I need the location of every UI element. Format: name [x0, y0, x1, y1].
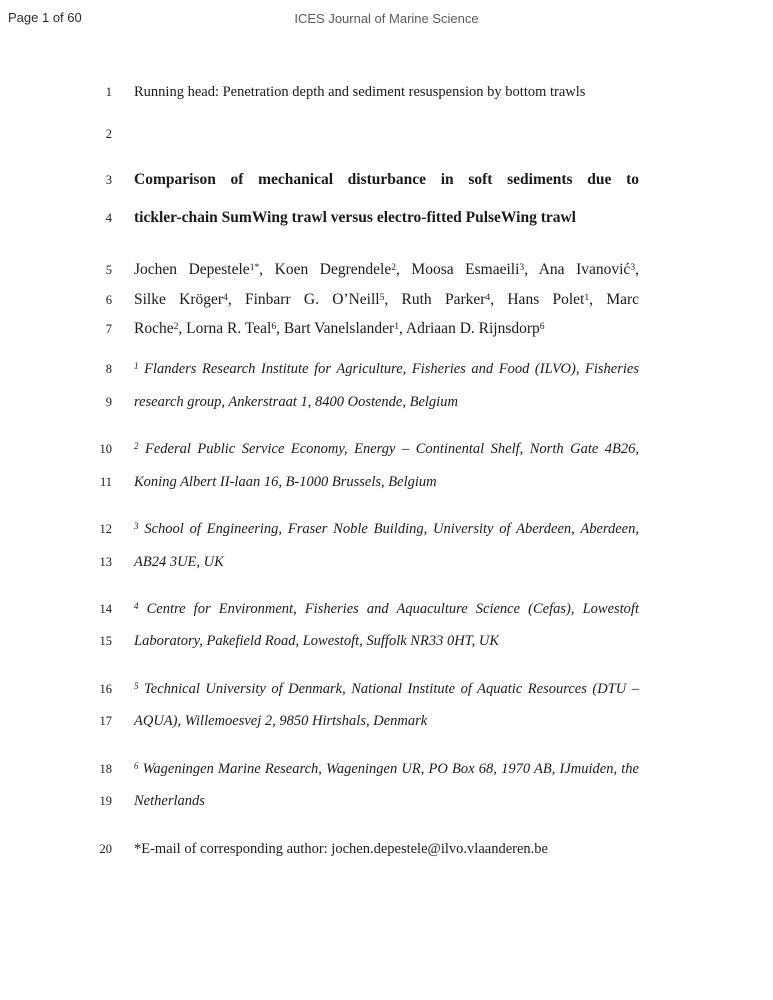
line-number: 14: [99, 602, 112, 616]
line-row: [90, 601, 639, 618]
line-row: [90, 261, 639, 279]
line-number: 11: [99, 475, 112, 489]
line-row: [90, 474, 639, 491]
line-row: [90, 633, 639, 650]
line-number: 16: [99, 682, 112, 696]
superscript: 4: [485, 291, 491, 303]
line-number: 4: [105, 211, 112, 225]
superscript: 2: [134, 440, 139, 451]
superscript: 6: [539, 320, 545, 332]
line-number: 2: [105, 127, 112, 141]
text-segment: Wageningen Marine Research, Wageningen UR, PO Box 68, 1970 AB, IJmuiden, the: [138, 761, 639, 777]
line-row: [90, 291, 639, 309]
line-row: [90, 521, 639, 538]
text-segment: tickler-chain SumWing trawl versus electro-fitted PulseWing trawl: [134, 209, 576, 226]
line-text: [134, 209, 639, 227]
text-segment: , Moosa Esmaeili: [396, 261, 520, 278]
superscript: 4: [223, 291, 228, 303]
line-text: [134, 394, 639, 411]
superscript: 2: [391, 261, 397, 273]
text-segment: , Finbarr G. O’Neill: [227, 291, 380, 308]
text-segment: ,: [635, 261, 639, 278]
line-number: 19: [99, 794, 112, 808]
line-row: [90, 361, 639, 378]
text-segment: *E-mail of corresponding author: jochen.depestele@ilvo.vlaanderen.be: [134, 841, 548, 857]
text-segment: Netherlands: [134, 793, 205, 809]
line-text: [134, 633, 639, 650]
text-segment: School of Engineering, Fraser Noble Building, University of Aberdeen, Aberdeen,: [138, 521, 639, 537]
text-segment: Koning Albert II-laan 16, B-1000 Brussels, Belgium: [134, 474, 437, 490]
line-text: [134, 681, 639, 698]
text-segment: AQUA), Willemoesvej 2, 9850 Hirtshals, Denmark: [134, 713, 428, 729]
text-segment: Jochen Depestele: [134, 261, 250, 278]
line-text: [134, 320, 639, 338]
superscript: 3: [134, 520, 139, 531]
text-segment: Centre for Environment, Fisheries and Aquaculture Science (Cefas), Lowestoft: [138, 601, 639, 617]
line-row: [90, 441, 639, 458]
line-number: 10: [99, 442, 112, 456]
text-segment: , Lorna R. Teal: [178, 320, 272, 337]
text-segment: Federal Public Service Economy, Energy – Continental Shelf, North Gate 4B26,: [138, 441, 639, 457]
line-row: [90, 713, 639, 730]
line-row: [90, 681, 639, 698]
text-segment: , Ruth Parker: [384, 291, 486, 308]
line-row: [90, 793, 639, 810]
text-segment: , Hans Polet: [490, 291, 585, 308]
line-number: 17: [99, 714, 112, 728]
line-text: [134, 291, 639, 309]
line-row: [90, 761, 639, 778]
text-segment: Laboratory, Pakefield Road, Lowestoft, Suffolk NR33 0HT, UK: [134, 633, 500, 649]
text-segment: , Koen Degrendele: [259, 261, 392, 278]
text-segment: Silke Kröger: [134, 291, 224, 308]
superscript: 4: [134, 600, 139, 611]
line-row: [90, 554, 639, 571]
line-text: [134, 474, 639, 491]
text-segment: Running head: Penetration depth and sediment resuspension by bottom trawls: [134, 84, 586, 100]
superscript: 6: [134, 760, 139, 771]
text-segment: AB24 3UE, UK: [134, 554, 224, 570]
line-number: 15: [99, 634, 112, 648]
line-number: 12: [99, 522, 112, 536]
line-number: 20: [99, 842, 112, 856]
journal-title: ICES Journal of Marine Science: [294, 11, 479, 26]
line-number: 7: [105, 322, 112, 336]
line-text: [134, 521, 639, 538]
line-number: 5: [105, 263, 112, 277]
superscript: 3: [630, 261, 636, 273]
superscript: 1: [134, 360, 139, 371]
text-segment: , Marc: [589, 291, 640, 308]
superscript: 6: [271, 320, 277, 332]
line-text: [134, 441, 639, 458]
line-row: [90, 127, 639, 142]
text-segment: Comparison of mechanical disturbance in soft sediments due to: [134, 171, 639, 188]
line-text: [134, 601, 639, 618]
line-text: [134, 171, 639, 189]
superscript: 5: [134, 680, 139, 691]
line-row: [90, 171, 639, 189]
superscript: 1: [394, 320, 399, 332]
line-number: 6: [105, 293, 112, 307]
line-text: [134, 554, 639, 571]
text-segment: , Adriaan D. Rijnsdorp: [399, 320, 540, 337]
page-count-label: Page 1 of 60: [8, 10, 82, 25]
superscript: 3: [519, 261, 525, 273]
line-text: [134, 84, 639, 101]
text-segment: research group, Ankerstraat 1, 8400 Oostende, Belgium: [134, 394, 458, 410]
line-row: [90, 320, 639, 338]
line-number: 9: [105, 395, 112, 409]
text-segment: Roche: [134, 320, 174, 337]
superscript: 2: [173, 320, 179, 332]
line-text: [134, 793, 639, 810]
text-segment: Flanders Research Institute for Agriculture, Fisheries and Food (ILVO), Fisheries: [138, 361, 639, 377]
superscript: 1: [584, 291, 590, 303]
line-text: [134, 841, 639, 858]
line-text: [134, 761, 639, 778]
text-segment: , Ana Ivanović: [524, 261, 631, 278]
line-number: 8: [105, 362, 112, 376]
line-text: [134, 713, 639, 730]
line-row: [90, 209, 639, 227]
line-text: [134, 261, 639, 279]
superscript: 5: [379, 291, 385, 303]
superscript: 1*: [249, 261, 260, 273]
text-segment: , Bart Vanelslander: [276, 320, 395, 337]
line-row: [90, 841, 639, 858]
line-row: [90, 84, 639, 101]
line-number: 3: [105, 173, 112, 187]
line-row: [90, 394, 639, 411]
text-segment: Technical University of Denmark, National Institute of Aquatic Resources (DTU –: [138, 681, 639, 697]
line-text: [134, 361, 639, 378]
line-number: 13: [99, 555, 112, 569]
line-number: 18: [99, 762, 112, 776]
line-number: 1: [105, 85, 112, 99]
